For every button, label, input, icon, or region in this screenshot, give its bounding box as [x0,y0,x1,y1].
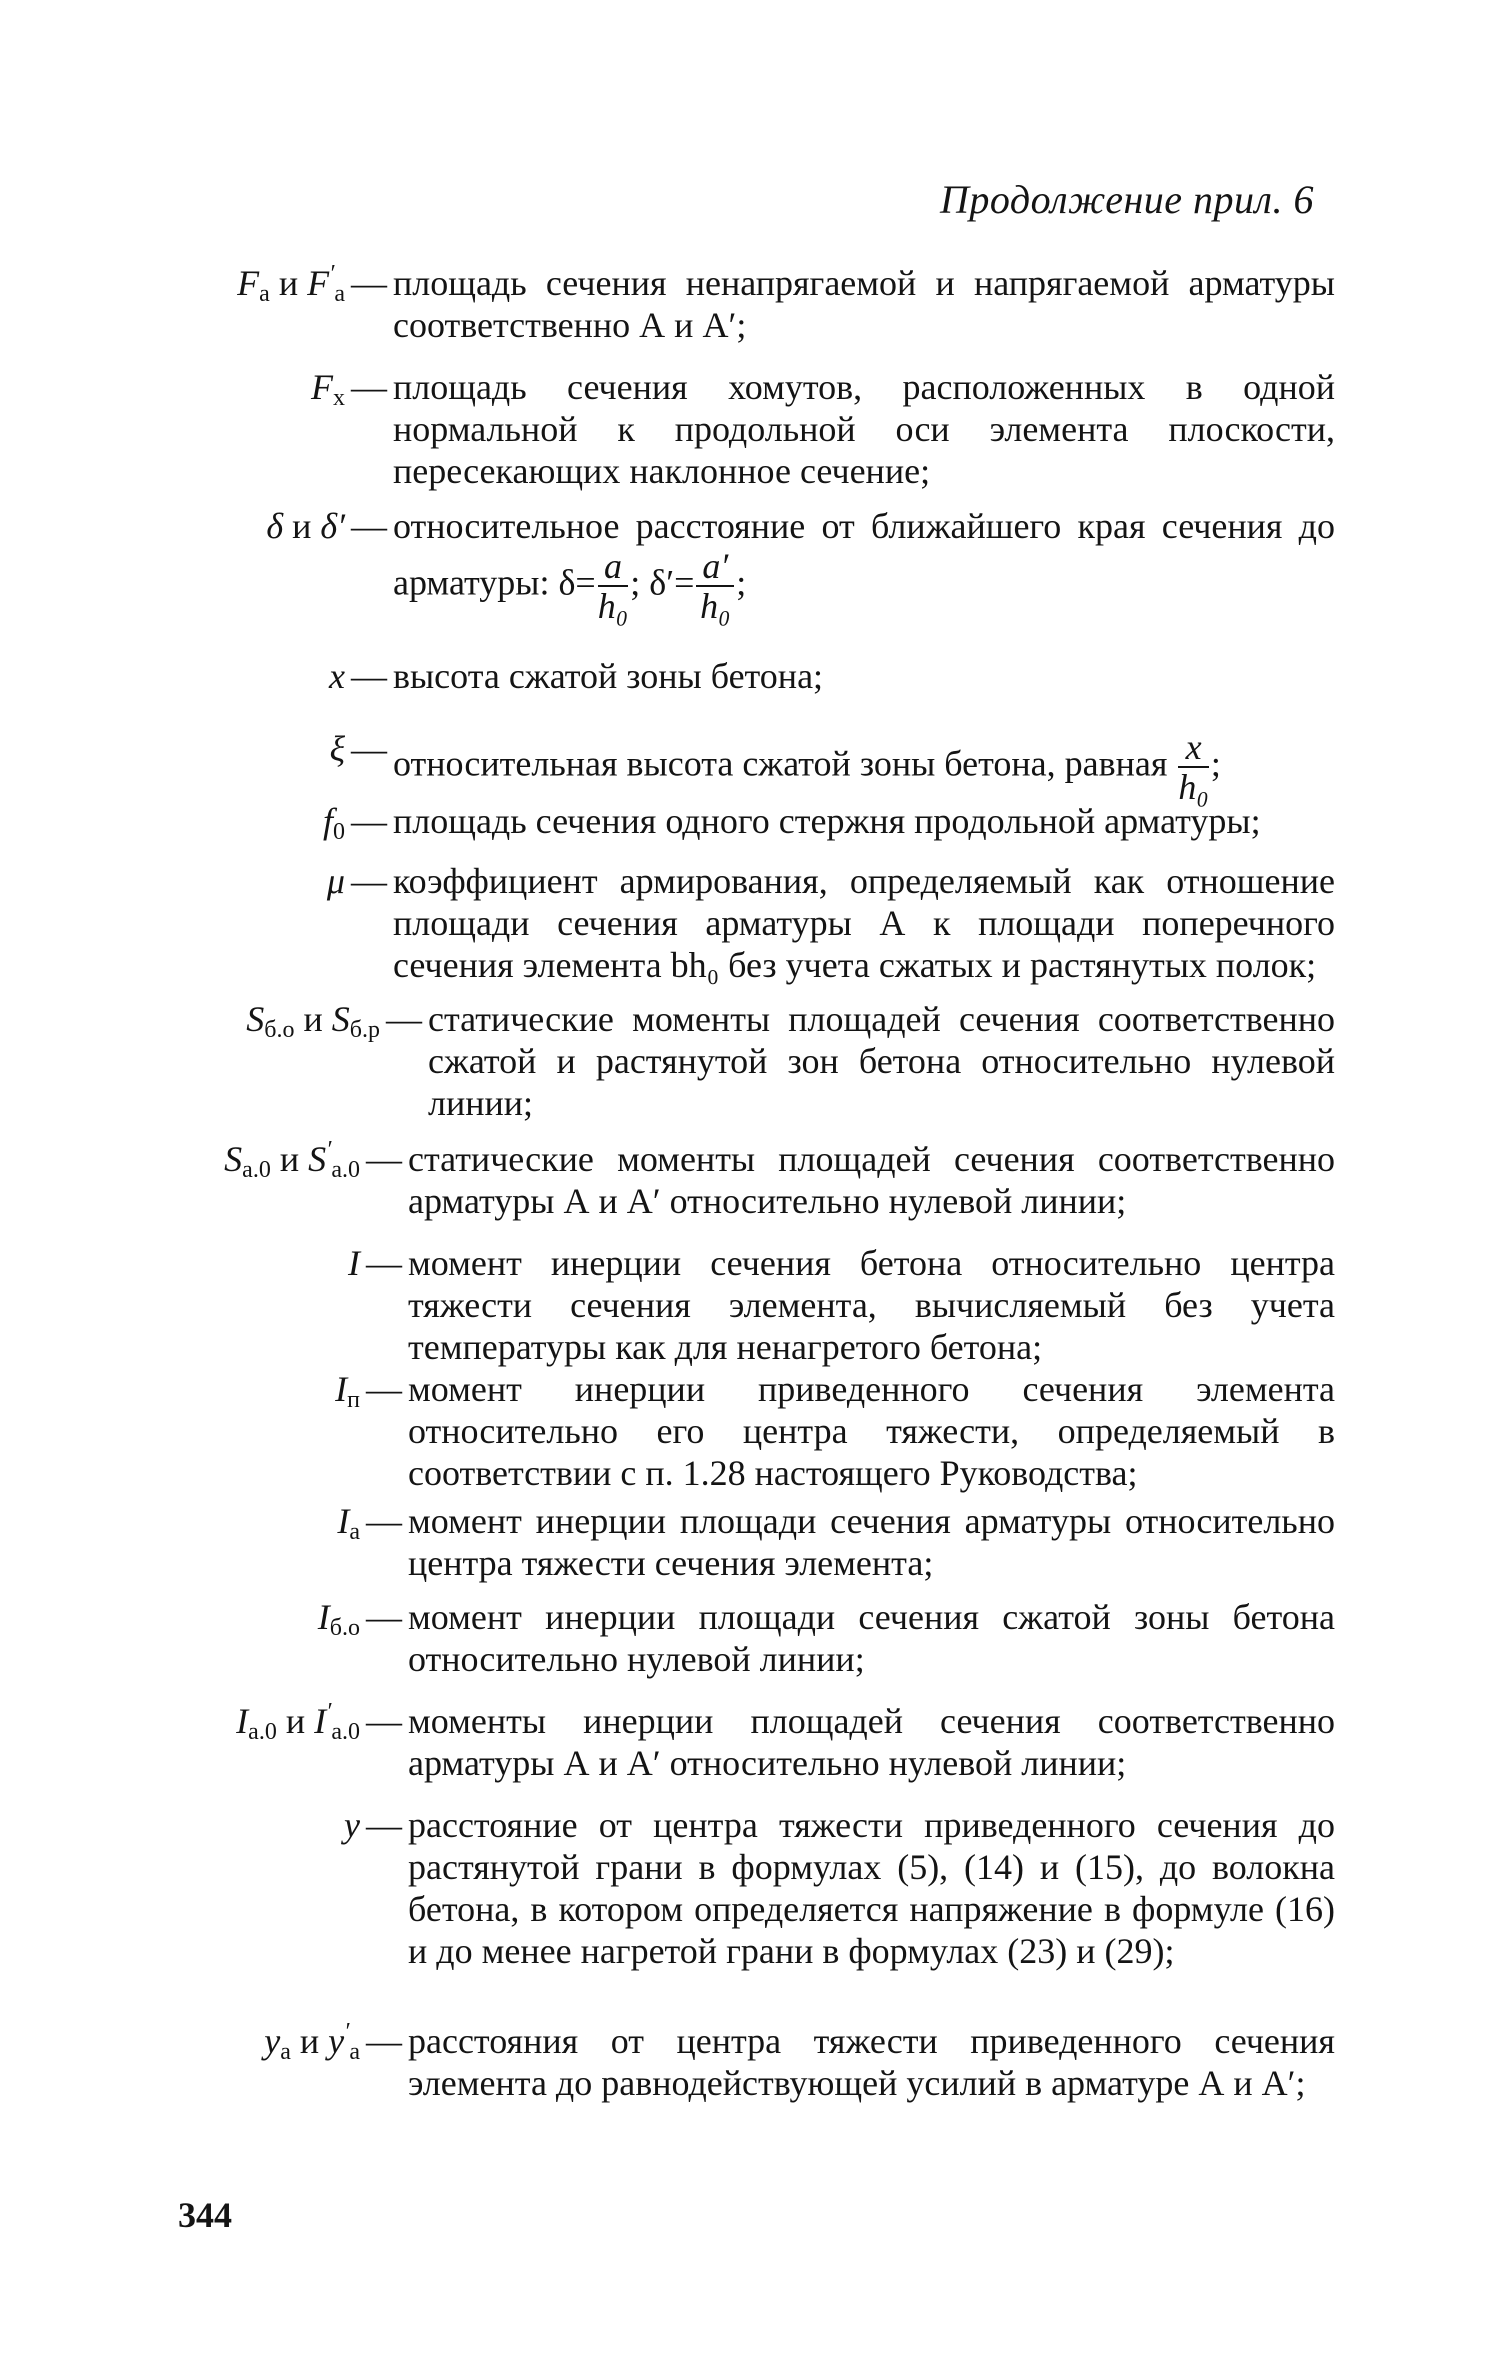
term: $y_а$ и $y'_а$ [264,2019,360,2065]
definition-entry [150,998,1335,1124]
term: $I_{б.о}$ [317,1597,360,1641]
definition-text: моменты инерции площадей сечения соответственно арматуры А и А′ относительно нулевой линии; [408,1701,1335,1783]
definition-text: площадь сечения хомутов, расположенных в одной нормальной к продольной оси элемента плоскости, пересекающих наклонное сечение; [393,367,1335,491]
formula: δ= $\frac{a}{\text{h₀}}$ ; δ′= $\frac{a'}{\text{h₀}}$ ; [558,546,747,626]
term: $F_х$ [311,367,345,411]
term: $S_{а.0}$ и $S'_{а.0}$ [224,1137,360,1183]
dash: — [351,801,387,841]
definition-entry [150,505,1335,625]
dash: — [351,263,387,303]
definition-text: момент инерции сечения бетона относительно центра тяжести сечения элемента, вычисляемый без учета температуры как для ненагретого бетона; [408,1243,1335,1367]
definition-entry [150,1138,1335,1222]
formula: $\frac{x}{\text{h₀}}$ ; [1178,727,1221,807]
definition-text: статические моменты площадей сечения соответственно сжатой и растянутой зон бетона относительно нулевой линии; [428,999,1335,1123]
definition-entry [150,1700,1335,1784]
term: μ [326,861,345,901]
definition-entry [150,1804,1335,1972]
term: $S_{б.о}$ и $S_{б.р}$ [246,999,380,1043]
definition-entry [150,655,1335,697]
definition-text: относительное расстояние от ближайшего края сечения до арматуры: δ= $\frac{a}{\text{h₀}}$ ; δ′= $\frac{a'}{\text{h₀}}$ ; [393,506,1335,626]
dash: — [351,656,387,696]
term: $I_а$ [337,1501,360,1545]
definition-entry [150,1500,1335,1584]
definition-text: относительная высота сжатой зоны бетона, равная $\frac{x}{\text{h₀}}$ ; [393,727,1221,807]
definition-entry [150,1368,1335,1494]
dash: — [351,506,387,546]
definition-text: площадь сечения ненапрягаемой и напрягаемой арматуры соответственно А и А′; [393,263,1335,345]
dash: — [366,1243,402,1283]
definition-text: момент инерции площади сечения арматуры относительно центра тяжести сечения элемента; [408,1501,1335,1583]
term: y [344,1805,360,1845]
dash: — [366,2021,402,2061]
term: δ и δ′ [266,506,345,546]
definition-entry [150,1242,1335,1368]
definition-text: высота сжатой зоны бетона; [393,656,824,696]
dash: — [386,999,422,1039]
definition-entry [150,262,1335,346]
definition-entry [150,2020,1335,2104]
dash: — [366,1139,402,1179]
definition-text: площадь сечения одного стержня продольной арматуры; [393,801,1261,841]
term: $I_п$ [335,1369,360,1413]
definition-text: момент инерции площади сечения сжатой зоны бетона относительно нулевой линии; [408,1597,1335,1679]
dash: — [351,367,387,407]
definition-entry [150,860,1335,986]
term: I [348,1243,360,1283]
definition-entry [150,728,1335,806]
definition-text: расстояния от центра тяжести приведенного сечения элемента до равнодействующей усилий в арматуре А и А′; [408,2021,1335,2103]
definition-text: коэффициент армирования, определяемый как отношение площади сечения арматуры А к площади поперечного сечения элемента bh₀ без учета сжатых и растянутых полок; [393,861,1335,985]
definition-text: расстояние от центра тяжести приведенного сечения до растянутой грани в формулах (5), (14) и (15), до волокна бетона, в котором определяется напряжение в формуле (16) и до менее нагретой грани в формулах (23) и (29); [408,1805,1335,1971]
dash: — [351,729,387,769]
dash: — [366,1501,402,1541]
page-number: 344 [178,2195,232,2235]
dash: — [366,1597,402,1637]
dash: — [351,861,387,901]
dash: — [366,1369,402,1409]
term: $f_0$ [322,801,345,845]
term: ξ [329,729,345,769]
term: $I_{а.0}$ и $I'_{а.0}$ [236,1699,360,1745]
definition-text: статические моменты площадей сечения соответственно арматуры А и А′ относительно нулевой линии; [408,1139,1335,1221]
definition-entry [150,800,1335,845]
term: x [329,656,345,696]
dash: — [366,1701,402,1741]
definition-entry [150,1596,1335,1680]
term: $F_а$ и $F'_а$ [237,261,345,307]
definition-entry [150,366,1335,492]
definition-text: момент инерции приведенного сечения элемента относительно его центра тяжести, определяемый в соответствии с п. 1.28 настоящего Руководства; [408,1369,1335,1493]
running-header: Продолжение прил. 6 [939,177,1314,222]
dash: — [366,1805,402,1845]
